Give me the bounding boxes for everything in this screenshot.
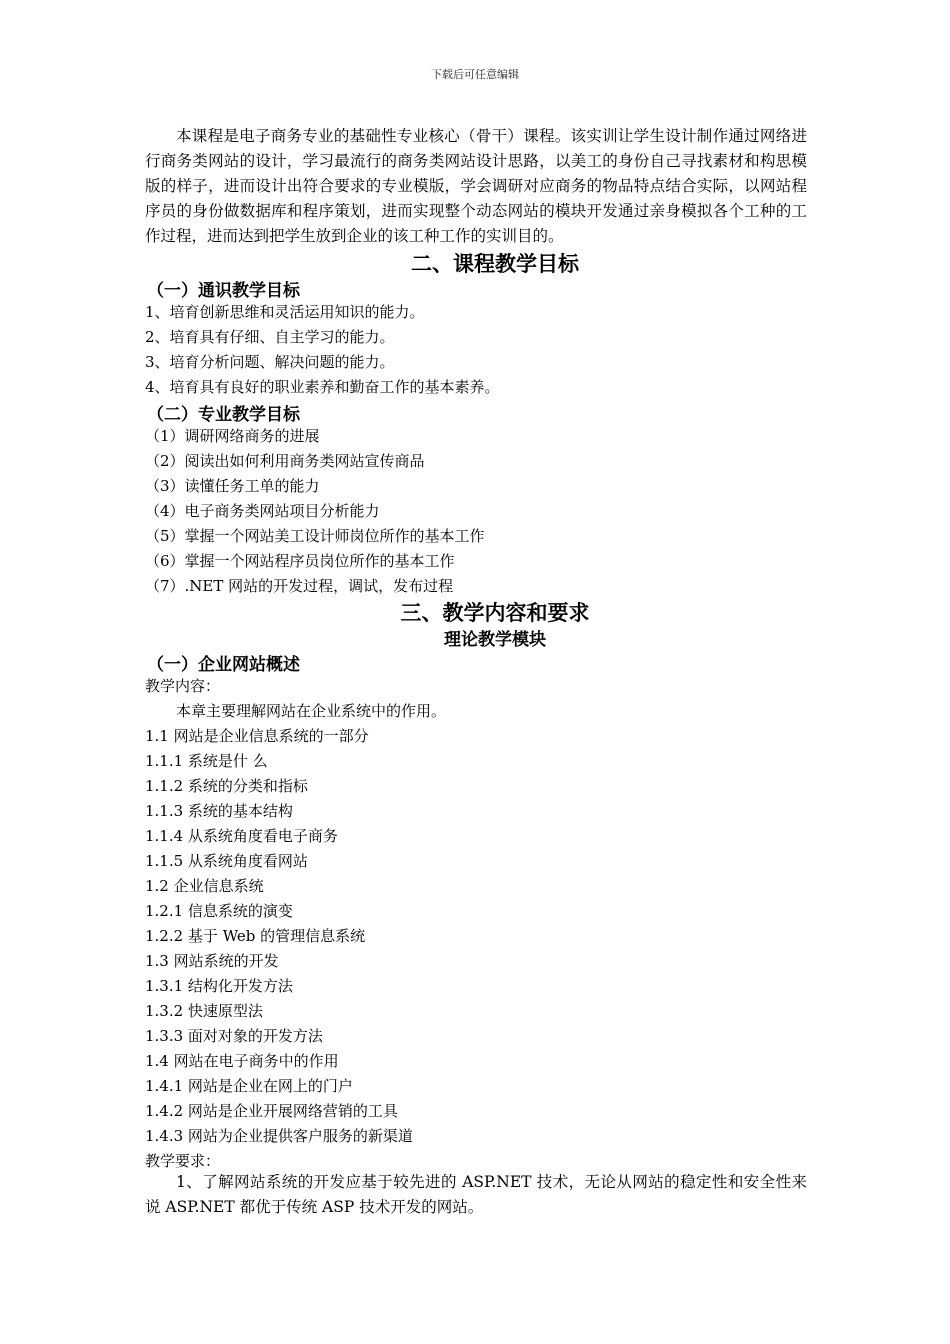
outline-item: 1.1.4 从系统角度看电子商务 [145,827,338,845]
list-item: （4）电子商务类网站项目分析能力 [145,502,380,520]
list-item: （6）掌握一个网站程序员岗位所作的基本工作 [145,552,455,570]
outline-item: 1.1.5 从系统角度看网站 [145,852,308,870]
list-item: 3、培育分析问题、解决问题的能力。 [145,353,395,371]
outline-item: 1.2.2 基于 Web 的管理信息系统 [145,927,366,945]
outline-item: 1.4.2 网站是企业开展网络营销的工具 [145,1102,398,1120]
requirements-text: 1、了解网站系统的开发应基于较先进的 ASP.NET 技术，无论从网站的稳定性和安全性来说 ASP.NET 都优于传统 ASP 技术开发的网站。 [145,1173,807,1216]
general-goals-heading: （一）通识教学目标 [147,281,300,301]
outline-item: 1.3.2 快速原型法 [145,1002,263,1020]
list-item: 2、培育具有仔细、自主学习的能力。 [145,328,395,346]
content-intro: 本章主要理解网站在企业系统中的作用。 [176,702,447,720]
section3-subtitle: 理论教学模块 [444,630,546,650]
list-item: （2）阅读出如何利用商务类网站宣传商品 [145,452,425,470]
outline-item: 1.3 网站系统的开发 [145,952,279,970]
outline-item: 1.4 网站在电子商务中的作用 [145,1052,339,1070]
section2-title: 二、课程教学目标 [411,252,579,276]
outline-item: 1.3.1 结构化开发方法 [145,977,293,995]
outline-item: 1.4.3 网站为企业提供客户服务的新渠道 [145,1127,413,1145]
professional-goals-heading: （二）专业教学目标 [147,405,300,425]
list-item: （3）读懂任务工单的能力 [145,477,320,495]
outline-item: 1.1.3 系统的基本结构 [145,802,293,820]
list-item: （7）.NET 网站的开发过程，调试，发布过程 [145,577,454,595]
outline-item: 1.4.1 网站是企业在网上的门户 [145,1077,353,1095]
outline-item: 1.3.3 面对对象的开发方法 [145,1027,323,1045]
content-label: 教学内容： [145,677,221,695]
list-item: 4、培育具有良好的职业素养和勤奋工作的基本素养。 [145,378,500,396]
outline-item: 1.2 企业信息系统 [145,877,264,895]
requirements-label: 教学要求： [145,1152,221,1170]
outline-item: 1.1.2 系统的分类和指标 [145,777,308,795]
outline-item: 1.1 网站是企业信息系统的一部分 [145,727,369,745]
outline-item: 1.1.1 系统是什 么 [145,752,268,770]
list-item: （5）掌握一个网站美工设计师岗位所作的基本工作 [145,527,485,545]
list-item: 1、培育创新思维和灵活运用知识的能力。 [145,303,425,321]
section3-title: 三、教学内容和要求 [400,601,590,625]
intro-paragraph: 本课程是电子商务专业的基础性专业核心（骨干）课程。该实训让学生设计制作通过网络进行商务类网站的设计，学习最流行的商务类网站设计思路，以美工的身份自己寻找素材和构思模版的样子，进而设计出符合要求的专业模版，学会调研对应商务的物品特点结合实际，以网站程序员的身份做数据库和程序策划，进而实现整个动态网站的模块开发通过亲身模拟各个工种的工作过程，进而达到把学生放到企业的该工种工作的实训目的。 [145,127,807,245]
page-header: 下载后可任意编辑 [431,68,519,81]
list-item: （1）调研网络商务的进展 [145,427,320,445]
unit-heading: （一）企业网站概述 [147,655,300,675]
outline-item: 1.2.1 信息系统的演变 [145,902,293,920]
